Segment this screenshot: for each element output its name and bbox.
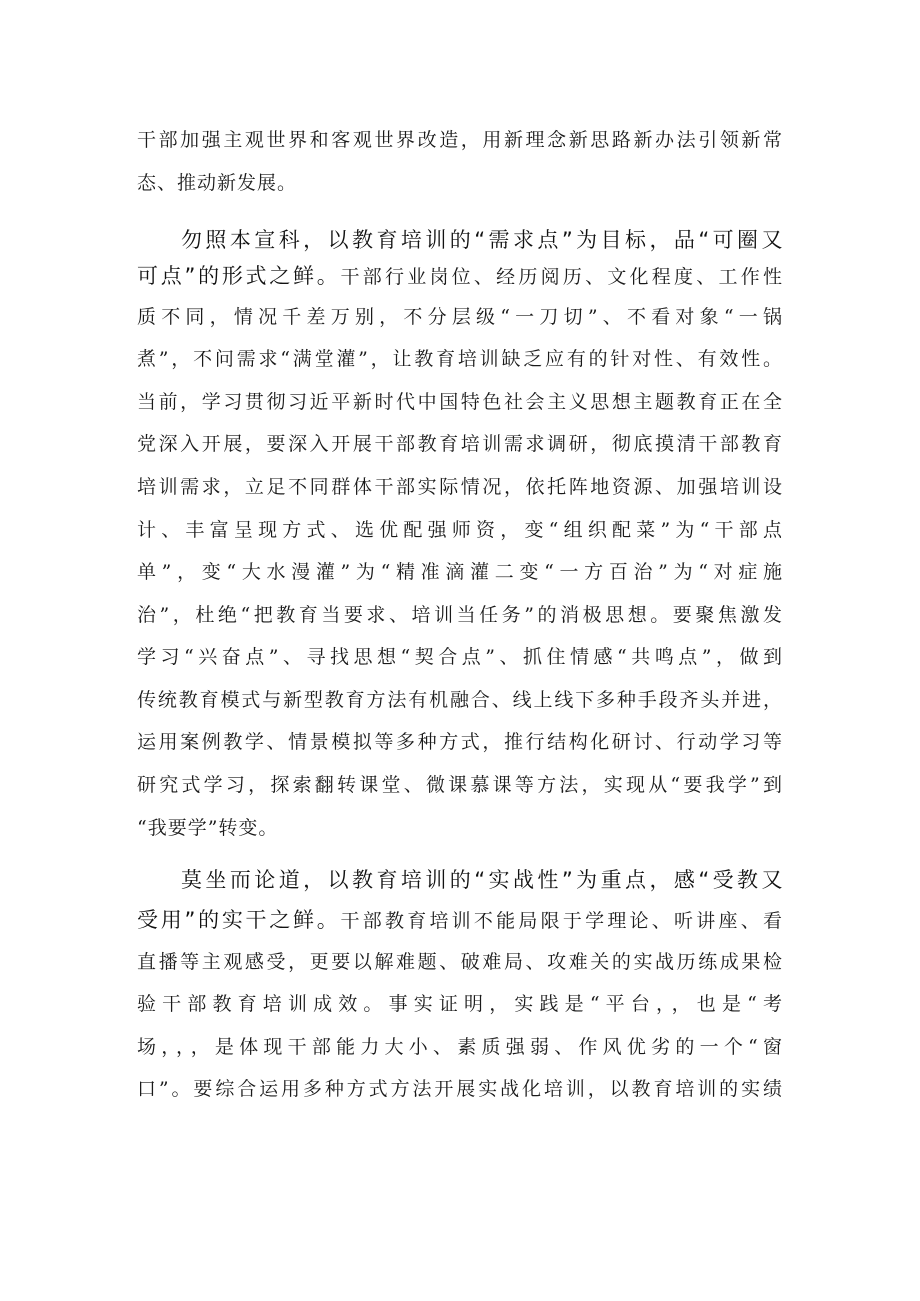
text-line-22: 场，，，是体现干部能力大小、素质强弱、作风优劣的一个“窗 — [137, 1036, 783, 1058]
text-line-7: 当前，学习贯彻习近平新时代中国特色社会主义思想主题教育正在全 — [137, 391, 783, 413]
heading-text: 可点”的形式之鲜。 — [137, 264, 341, 288]
text-line-16: 研究式学习，探索翻转课堂、微课慕课等方法，实现从“要我学”到 — [137, 774, 783, 796]
text-line-6: 煮”，不问需求“满堂灌”，让教育培训缺乏应有的针对性、有效性。 — [137, 348, 783, 370]
text-line-5: 质不同，情况千差万别，不分层级“一刀切”、不看对象“一锅 — [137, 306, 783, 328]
text-line-11: 单”，变“大水漫灌”为“精准滴灌二变“一方百治”为“对症施 — [137, 561, 783, 583]
body-text: 干部教育培训不能局限于学理论、听讲座、看 — [340, 910, 783, 932]
text-line-20: 直播等主观感受，更要以解难题、破难局、攻难关的实战历练成果检 — [137, 951, 783, 973]
heading-text: 勿照本宣科，以教育培训的“需求点”为目标，品“可圈又 — [181, 228, 783, 252]
text-line-2: 态、推动新发展。 — [137, 172, 298, 194]
section-heading-1 — [181, 222, 783, 258]
text-line-21: 验干部教育培训成效。事实证明，实践是“平台，，也是“考 — [137, 993, 783, 1015]
text-line-15: 运用案例教学、情景模拟等多种方式，推行结构化研讨、行动学习等 — [137, 731, 783, 753]
text-line-23: 口”。要综合运用多种方式方法开展实战化培训，以教育培训的实绩 — [137, 1078, 783, 1100]
heading-text: 受用”的实干之鲜。 — [137, 908, 341, 932]
text-line-9: 培训需求，立足不同群体干部实际情况，依托阵地资源、加强培训设 — [137, 476, 783, 498]
text-line-19 — [137, 902, 783, 938]
body-text: 干部行业岗位、经历阅历、文化程度、工作性 — [340, 266, 783, 288]
text-line-10: 计、丰富呈现方式、选优配强师资，变“组织配菜”为“干部点 — [137, 519, 783, 541]
heading-text: 莫坐而论道，以教育培训的“实战性”为重点，感“受教又 — [181, 868, 783, 892]
text-line-4 — [137, 258, 783, 294]
text-line-8: 党深入开展，要深入开展干部教育培训需求调研，彻底摸清干部教育 — [137, 433, 783, 455]
text-line-12: 治”，杜绝“把教育当要求、培训当任务”的消极思想。要聚焦激发 — [137, 604, 783, 626]
text-line-14: 传统教育模式与新型教育方法有机融合、线上线下多种手段齐头并进， — [137, 689, 783, 711]
section-heading-2 — [181, 862, 783, 898]
text-line-17: “我要学”转变。 — [137, 817, 279, 839]
text-line-13: 学习“兴奋点”、寻找思想“契合点”、抓住情感“共鸣点”，做到 — [137, 646, 783, 668]
text-line-1: 干部加强主观世界和客观世界改造，用新理念新思路新办法引领新常 — [137, 129, 783, 151]
